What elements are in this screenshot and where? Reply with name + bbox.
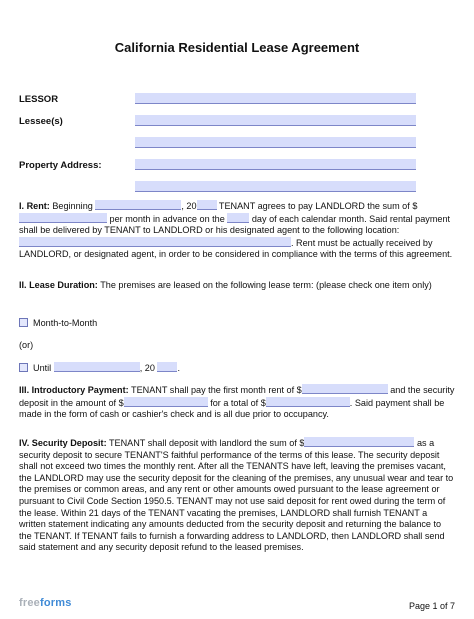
document-title: California Residential Lease Agreement xyxy=(114,40,360,55)
until-label: Until xyxy=(33,363,52,373)
deposit-amount-field[interactable] xyxy=(124,397,208,407)
until-period: . xyxy=(177,363,180,373)
page-number: Page 1 of 7 xyxy=(408,601,455,611)
rent-year-field[interactable] xyxy=(197,200,217,210)
until-year-prefix: , 20 xyxy=(139,363,155,373)
month-to-month-label: Month-to-Month xyxy=(33,318,98,328)
total-amount-field[interactable] xyxy=(266,397,350,407)
month-to-month-checkbox[interactable] xyxy=(19,318,28,327)
rent-text-per-month: per month in advance on the xyxy=(109,213,225,224)
rent-text-delivery: day of each calendar month. Said rental payment shall be delivered by TENANT to LANDLORD or his designated agent to the following location: xyxy=(19,213,451,236)
or-text: (or) xyxy=(19,340,34,350)
lessee-field-1[interactable] xyxy=(135,115,416,126)
rent-start-date-field[interactable] xyxy=(95,200,181,210)
intro-payment-text-total: for a total of $ xyxy=(210,397,266,408)
intro-payment-text-deposit: and the security deposit in the amount of $ xyxy=(19,385,455,408)
rent-year-prefix: , 20 xyxy=(181,201,197,211)
lessee-label: Lessee(s) xyxy=(19,116,63,127)
rent-due-day-field[interactable] xyxy=(227,213,249,223)
until-option[interactable] xyxy=(19,362,180,373)
intro-payment-text-occupancy: . Said payment shall be made in the form of cash or cashier's check and is all due prior to occupancy. xyxy=(19,397,445,420)
until-year-field[interactable] xyxy=(157,362,177,372)
lessee-field-2[interactable] xyxy=(135,137,416,148)
rent-text-beginning: Beginning xyxy=(52,201,93,211)
introductory-payment-section xyxy=(19,384,455,421)
rent-dollar-sign: $ xyxy=(412,201,418,211)
lessor-label: LESSOR xyxy=(19,94,59,105)
rent-text-agrees: TENANT agrees to pay LANDLORD the sum of xyxy=(218,201,410,211)
rent-heading: I. Rent: xyxy=(19,201,50,211)
property-address-label: Property Address: xyxy=(19,160,102,171)
security-deposit-amount-field[interactable] xyxy=(304,437,414,447)
security-deposit-text-body: as a security deposit to secure TENANT'S faithful performance of the terms of this lease. The security deposit shall not exceed two times the monthly rent. After all the TENANTS have left, leaving the premises vacant, the LANDLORD may use the security deposit for the cleaning of the premises, any unusual wear and tear to the premises or common areas, and any rent or other amounts owed pursuant to the lease agreement or pursuant to Civil Code Section 1950.5. TENANT may not use said deposit for rent owed during the term of the lease. Within 21 days of the TENANT vacating the premises, LANDLORD shall furnish TENANT a written statement indicating any amounts deducted from the security deposit and returning the balance to the TENANT. If TENANT fails to furnish a forwarding address to LANDLORD, then LANDLORD shall send said statement and any security deposit refund to the leased premises. xyxy=(19,438,454,553)
rent-location-field[interactable] xyxy=(19,237,291,247)
until-date-field[interactable] xyxy=(54,362,140,372)
property-address-field-1[interactable] xyxy=(135,159,416,170)
intro-payment-text-first-month: TENANT shall pay the first month rent of $ xyxy=(131,385,302,395)
lessor-field[interactable] xyxy=(135,93,416,104)
until-checkbox[interactable] xyxy=(19,363,28,372)
introductory-payment-heading: III. Introductory Payment: xyxy=(19,385,129,395)
security-deposit-heading: IV. Security Deposit: xyxy=(19,438,107,448)
property-address-field-2[interactable] xyxy=(135,181,416,192)
lease-duration-text: The premises are leased on the following lease term: (please check one item only) xyxy=(100,280,432,290)
rent-amount-field[interactable] xyxy=(19,213,107,223)
first-month-rent-field[interactable] xyxy=(302,384,388,394)
rent-section xyxy=(19,200,455,261)
security-deposit-section xyxy=(19,437,455,554)
lease-duration-section xyxy=(19,280,455,292)
lease-duration-heading: II. Lease Duration: xyxy=(19,280,98,290)
month-to-month-option[interactable] xyxy=(19,318,97,328)
security-deposit-text-sum: TENANT shall deposit with landlord the sum of $ xyxy=(108,438,305,448)
rent-text-compliance: . Rent must be actually received by LANDLORD, or designated agent, in order to be considered in compliance with the terms of this agreement. xyxy=(19,237,453,260)
freeforms-logo: freeforms xyxy=(19,597,72,609)
